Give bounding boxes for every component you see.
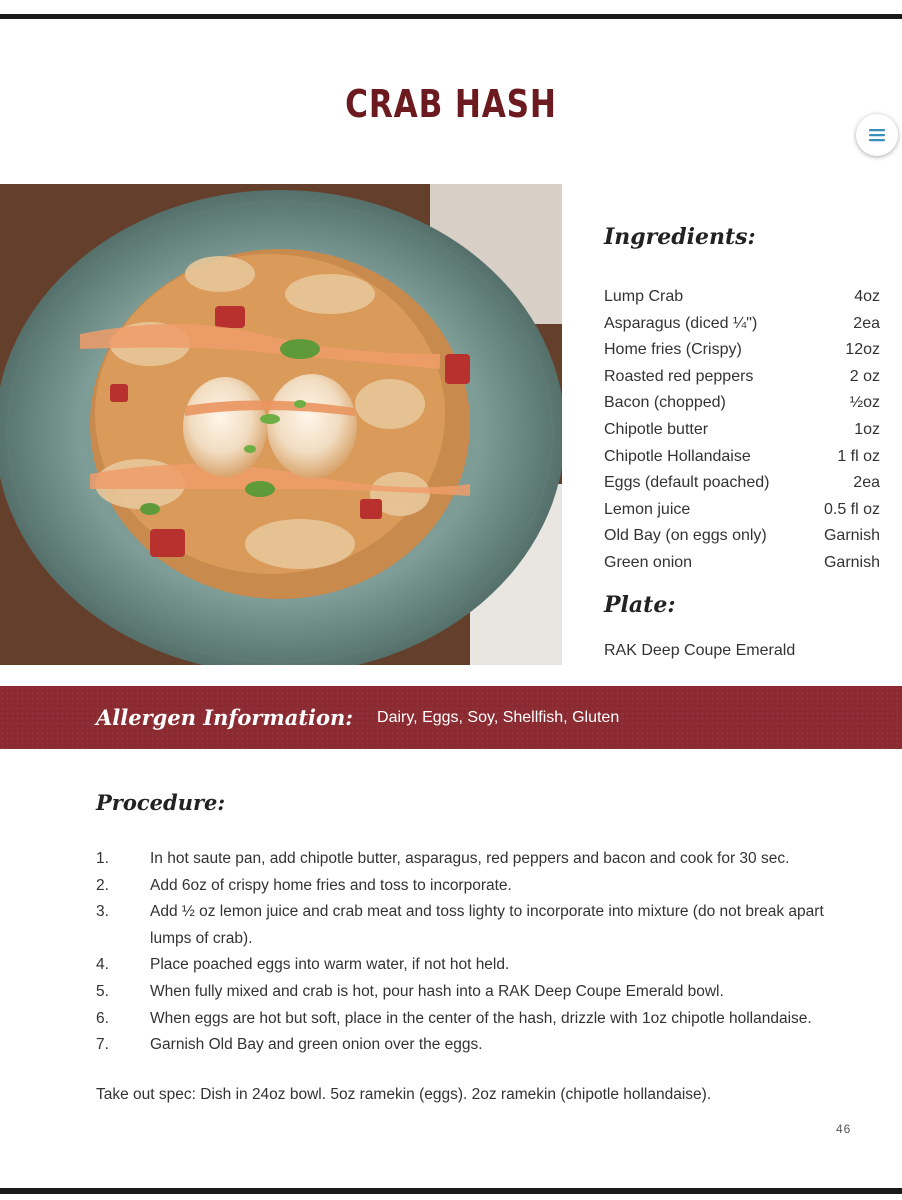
- procedure-step: [96, 873, 856, 900]
- procedure-steps: [96, 846, 856, 1059]
- step-number: 3.: [96, 903, 109, 921]
- ingredient-name: Eggs (default poached): [604, 474, 770, 492]
- ingredient-row: [604, 390, 880, 417]
- step-text: When eggs are hot but soft, place in the center of the hash, drizzle with 1oz chipotle hollandaise.: [150, 1009, 812, 1027]
- ingredient-row: [604, 497, 880, 524]
- step-text: When fully mixed and crab is hot, pour hash into a RAK Deep Coupe Emerald bowl.: [150, 982, 724, 1000]
- allergen-heading: Allergen Information:: [96, 705, 354, 730]
- step-text: Add 6oz of crispy home fries and toss to incorporate.: [150, 876, 512, 894]
- ingredient-amount: 12oz: [845, 341, 880, 359]
- step-number: 1.: [96, 850, 109, 867]
- ingredient-amount: 2 oz: [849, 367, 880, 385]
- ingredient-name: Chipotle Hollandaise: [604, 447, 751, 465]
- ingredients-heading: Ingredients:: [604, 224, 756, 250]
- allergen-banner: [0, 686, 902, 749]
- step-text: In hot saute pan, add chipotle butter, asparagus, red peppers and bacon and cook for 30 sec.: [150, 850, 790, 867]
- step-number: 6.: [96, 1009, 109, 1027]
- ingredient-row: [604, 523, 880, 550]
- step-text: Garnish Old Bay and green onion over the eggs.: [150, 1036, 483, 1054]
- ingredient-amount: 2ea: [853, 314, 880, 332]
- procedure-step: [96, 1032, 856, 1059]
- crab-hash-dish-photo: [0, 184, 562, 665]
- allergen-list: Dairy, Eggs, Soy, Shellfish, Gluten: [377, 708, 620, 726]
- ingredient-row: [604, 444, 880, 471]
- ingredient-name: Asparagus (diced ¼"): [604, 314, 758, 332]
- procedure-step: [96, 846, 856, 873]
- ingredient-name: Lemon juice: [604, 500, 691, 518]
- ingredient-row: [604, 417, 880, 444]
- ingredient-row: [604, 550, 880, 577]
- procedure-step: [96, 952, 856, 979]
- ingredients-list: [604, 284, 880, 577]
- ingredient-row: [604, 364, 880, 391]
- hamburger-menu-icon: [867, 125, 887, 145]
- procedure-heading: Procedure:: [96, 790, 226, 815]
- ingredient-amount: 1oz: [854, 420, 880, 438]
- ingredient-name: Lump Crab: [604, 288, 684, 305]
- ingredient-name: Roasted red peppers: [604, 367, 754, 385]
- page-title: CRAB HASH: [345, 82, 557, 126]
- step-number: 5.: [96, 982, 109, 1000]
- ingredient-amount: ½oz: [849, 394, 880, 412]
- step-number: 7.: [96, 1036, 109, 1054]
- step-text: Add ½ oz lemon juice and crab meat and toss lighty to incorporate into mixture (do not break apart lumps of crab).: [150, 903, 824, 947]
- step-number: 2.: [96, 876, 109, 894]
- procedure-step: [96, 899, 856, 952]
- ingredient-row: [604, 311, 880, 338]
- plate-heading: Plate:: [604, 592, 676, 618]
- ingredient-amount: Garnish: [823, 553, 880, 571]
- ingredient-amount: Garnish: [823, 527, 880, 545]
- top-border: [0, 14, 902, 19]
- ingredient-amount: 2ea: [853, 474, 880, 492]
- page-number: 46: [836, 1122, 852, 1136]
- ingredient-name: Green onion: [604, 553, 693, 571]
- ingredient-name: Bacon (chopped): [604, 394, 726, 412]
- takeout-spec: Take out spec: Dish in 24oz bowl. 5oz ramekin (eggs). 2oz ramekin (chipotle hollandaise).: [96, 1086, 712, 1103]
- ingredient-row: [604, 284, 880, 311]
- menu-button[interactable]: [856, 114, 898, 156]
- procedure-step: [96, 979, 856, 1006]
- ingredient-amount: 1 fl oz: [837, 447, 880, 465]
- step-number: 4.: [96, 956, 109, 974]
- ingredient-amount: 4oz: [854, 288, 880, 305]
- bottom-border: [0, 1188, 902, 1194]
- plate-value: RAK Deep Coupe Emerald: [604, 642, 796, 659]
- ingredient-name: Old Bay (on eggs only): [604, 527, 767, 545]
- ingredient-name: Chipotle butter: [604, 420, 709, 438]
- ingredient-name: Home fries (Crispy): [604, 341, 742, 359]
- step-text: Place poached eggs into warm water, if not hot held.: [150, 956, 510, 974]
- procedure-step: [96, 1006, 856, 1033]
- ingredient-amount: 0.5 fl oz: [823, 500, 880, 518]
- ingredient-row: [604, 337, 880, 364]
- ingredient-row: [604, 470, 880, 497]
